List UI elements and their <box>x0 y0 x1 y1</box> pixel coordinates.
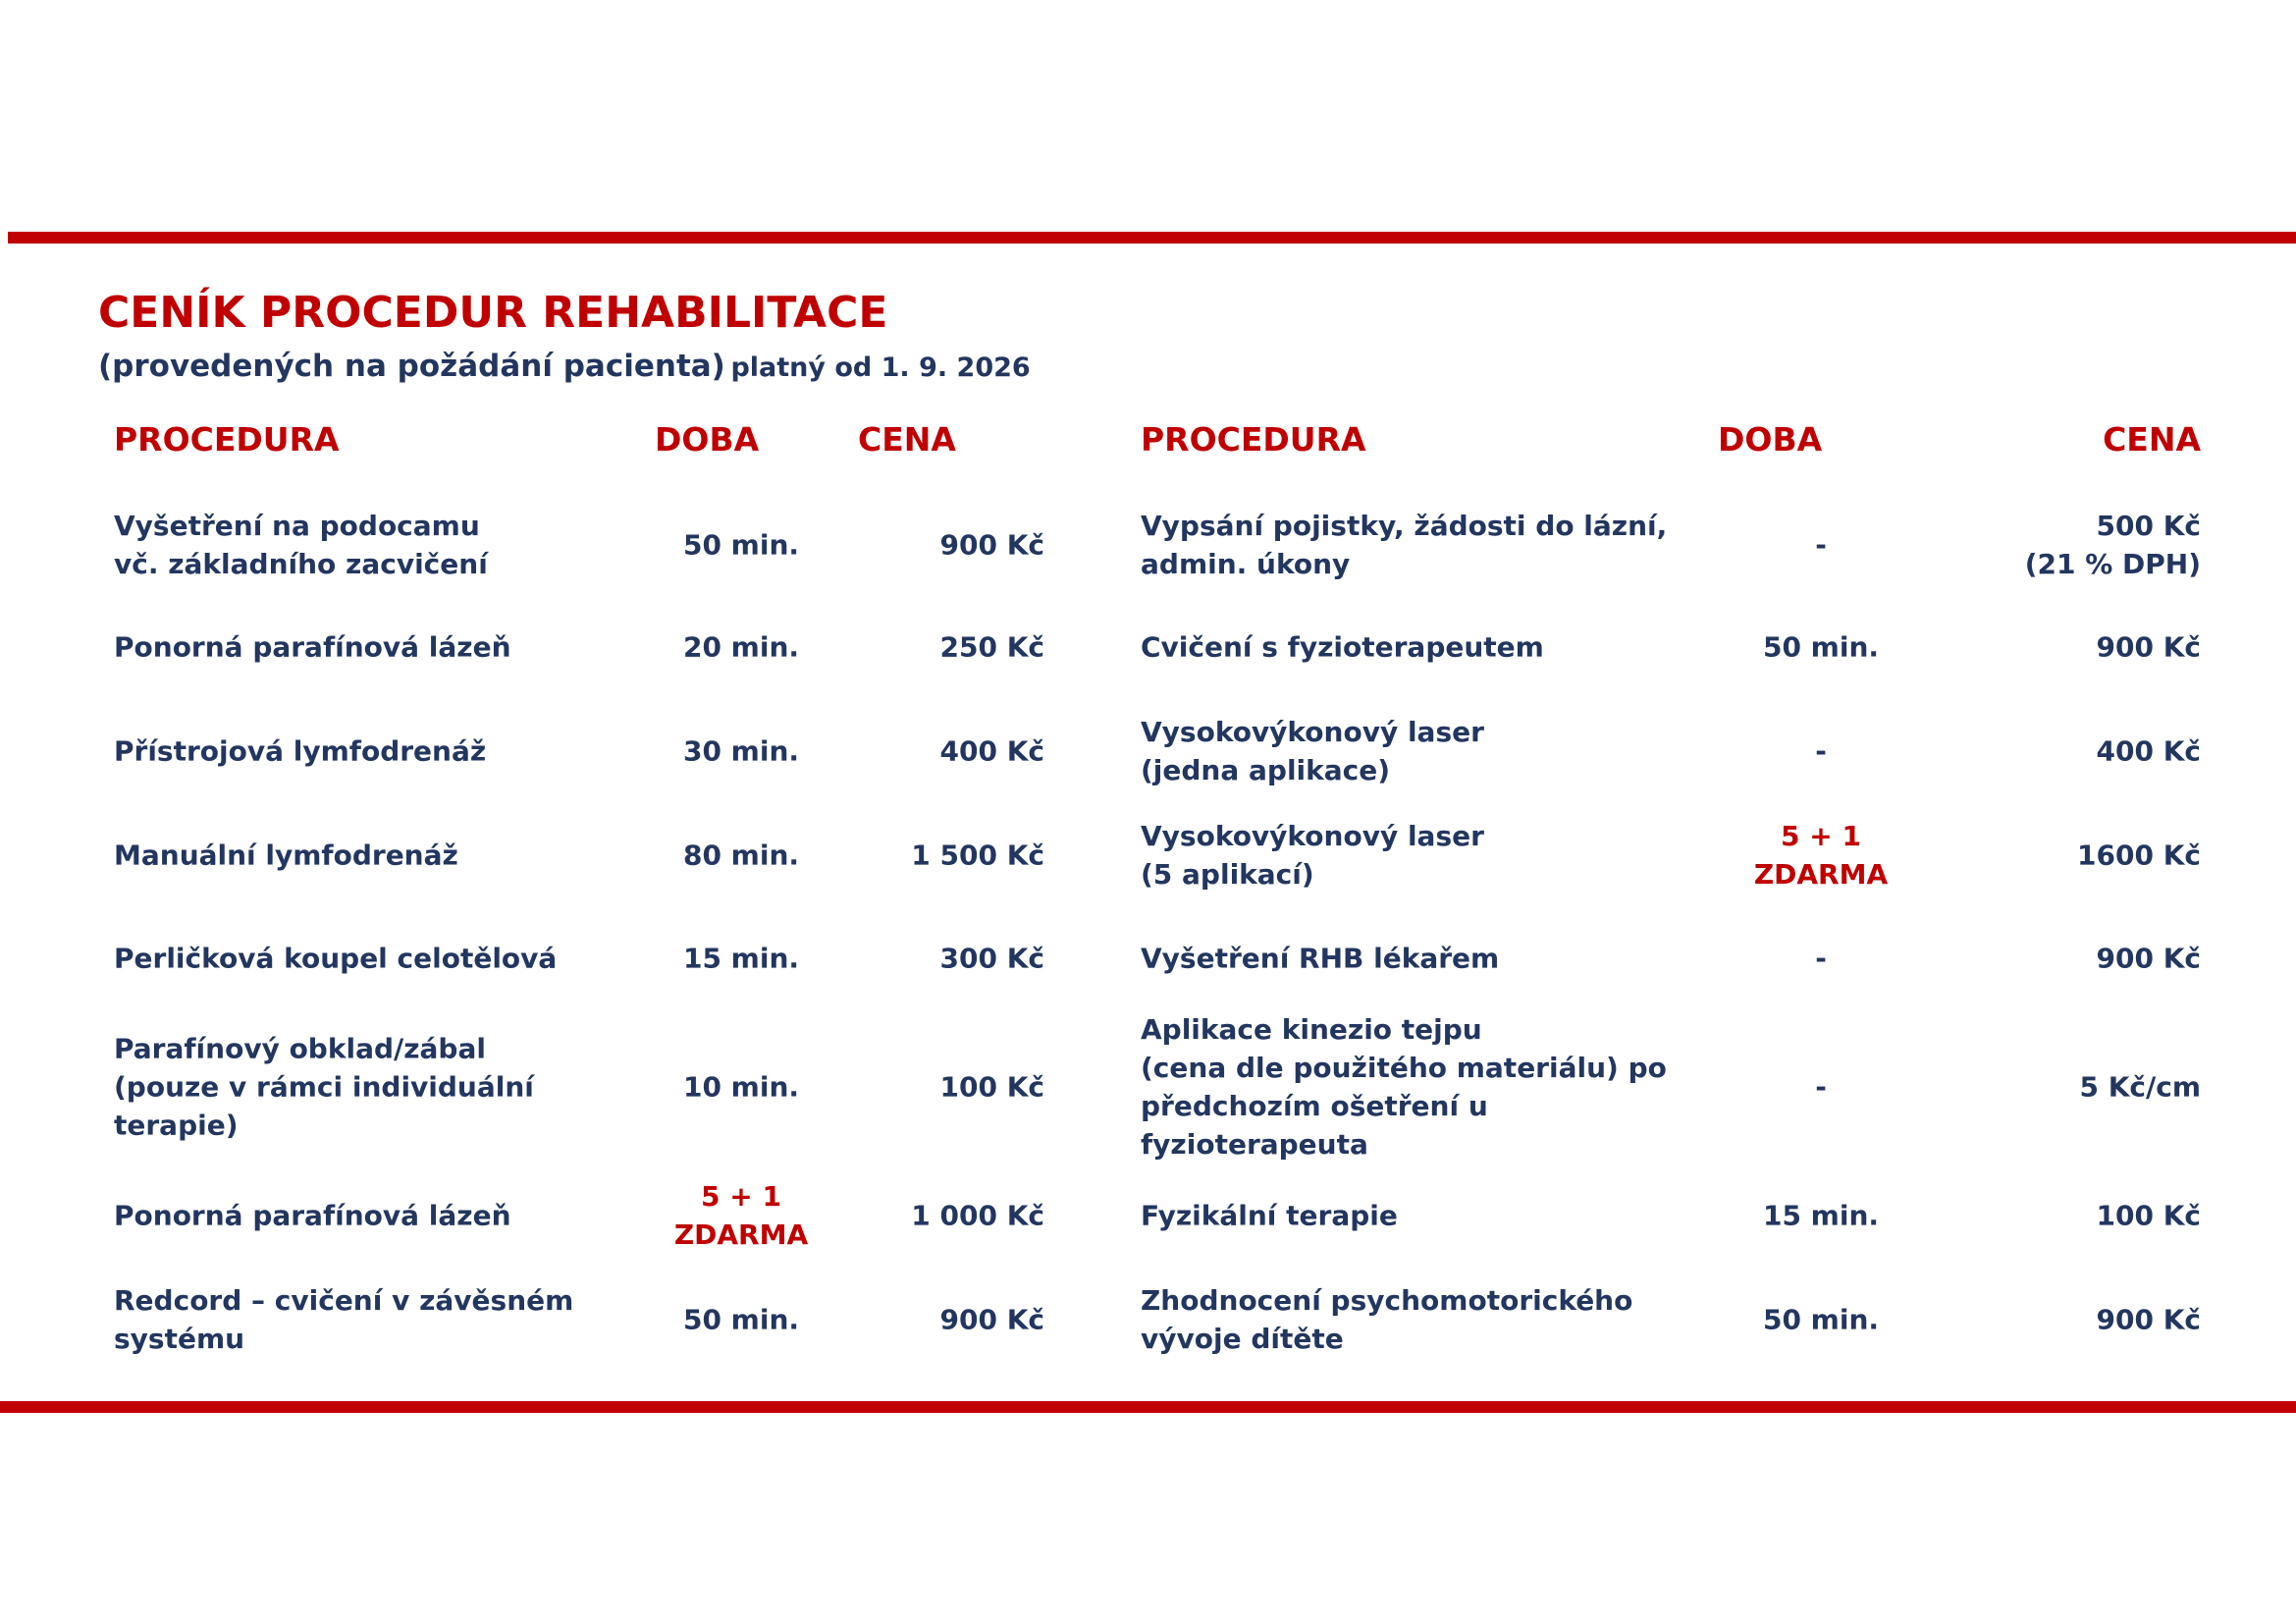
left-row-procedure: Perličková koupel celotělová <box>114 942 558 975</box>
right-row-price: 900 Kč <box>2096 1303 2201 1336</box>
right-header-duration: DOBA <box>1718 420 1823 459</box>
right-row-procedure: Vypsání pojistky, žádosti do lázní, admin. úkony <box>1141 510 1668 580</box>
left-row-price: 1 500 Kč <box>911 839 1044 872</box>
right-row-price: 1600 Kč <box>2077 839 2201 872</box>
right-row-procedure: Vyšetření RHB lékařem <box>1141 942 1500 975</box>
bottom-divider <box>0 1401 2296 1413</box>
right-row-procedure: Vysokovýkonový laser (jedna aplikace) <box>1141 716 1484 786</box>
left-row-price: 400 Kč <box>939 734 1044 768</box>
right-row-duration: 50 min. <box>1762 630 1880 664</box>
right-row-price: 400 Kč <box>2096 734 2201 768</box>
right-row-price: 900 Kč <box>2096 942 2201 975</box>
right-row-procedure: Vysokovýkonový laser (5 aplikací) <box>1141 820 1484 891</box>
left-row-duration: 30 min. <box>682 734 800 768</box>
left-row-duration: 80 min. <box>682 839 800 872</box>
right-row-duration: 5 + 1 ZDARMA <box>1753 820 1889 891</box>
right-header-price: CENA <box>2103 420 2201 459</box>
left-row-procedure: Manuální lymfodrenáž <box>114 839 458 872</box>
subtitle-valid-from: platný od 1. 9. 2026 <box>730 352 1031 383</box>
right-row-procedure: Fyzikální terapie <box>1141 1199 1398 1232</box>
left-row-procedure: Vyšetření na podocamu vč. základního zacvičení <box>114 510 488 580</box>
page-title: CENÍK PROCEDUR REHABILITACE <box>98 288 888 338</box>
right-row-duration: 15 min. <box>1762 1199 1880 1232</box>
right-row-duration: - <box>1815 734 1827 768</box>
left-row-duration: 50 min. <box>682 1303 800 1336</box>
left-row-price: 300 Kč <box>939 942 1044 975</box>
left-row-procedure: Redcord – cvičení v závěsném systému <box>114 1284 574 1355</box>
left-row-price: 900 Kč <box>939 1303 1044 1336</box>
right-row-duration: - <box>1815 528 1827 562</box>
right-row-price: 900 Kč <box>2096 630 2201 664</box>
page-subtitle <box>98 349 1031 384</box>
left-row-duration: 20 min. <box>682 630 800 664</box>
right-row-duration: 50 min. <box>1762 1303 1880 1336</box>
left-row-duration: 15 min. <box>682 942 800 975</box>
right-row-procedure: Aplikace kinezio tejpu (cena dle použitého materiálu) po předchozím ošetření u fyzioterapeuta <box>1141 1013 1667 1161</box>
left-row-duration: 50 min. <box>682 528 800 562</box>
left-row-price: 900 Kč <box>939 528 1044 562</box>
left-row-price: 100 Kč <box>939 1070 1044 1104</box>
left-row-procedure: Přístrojová lymfodrenáž <box>114 734 487 768</box>
left-row-duration: 5 + 1 ZDARMA <box>673 1180 809 1251</box>
right-row-procedure: Cvičení s fyzioterapeutem <box>1141 630 1544 664</box>
top-divider <box>8 232 2296 244</box>
left-row-procedure: Parafínový obklad/zábal (pouze v rámci individuální terapie) <box>114 1032 534 1142</box>
right-row-procedure: Zhodnocení psychomotorického vývoje dítěte <box>1141 1284 1633 1355</box>
left-row-procedure: Ponorná parafínová lázeň <box>114 1199 511 1232</box>
left-row-price: 1 000 Kč <box>911 1199 1044 1232</box>
left-row-price: 250 Kč <box>939 630 1044 664</box>
left-header-duration: DOBA <box>655 420 760 459</box>
left-row-duration: 10 min. <box>682 1070 800 1104</box>
right-row-duration: - <box>1815 942 1827 975</box>
subtitle-main: (provedených na požádání pacienta) <box>98 349 725 384</box>
left-header-procedure: PROCEDURA <box>114 420 340 459</box>
right-header-procedure: PROCEDURA <box>1141 420 1366 459</box>
right-row-price: 100 Kč <box>2096 1199 2201 1232</box>
right-row-price: 5 Kč/cm <box>2079 1070 2201 1104</box>
left-row-procedure: Ponorná parafínová lázeň <box>114 630 511 664</box>
left-header-price: CENA <box>858 420 956 459</box>
right-row-price: 500 Kč (21 % DPH) <box>2024 510 2201 580</box>
right-row-duration: - <box>1815 1070 1827 1104</box>
